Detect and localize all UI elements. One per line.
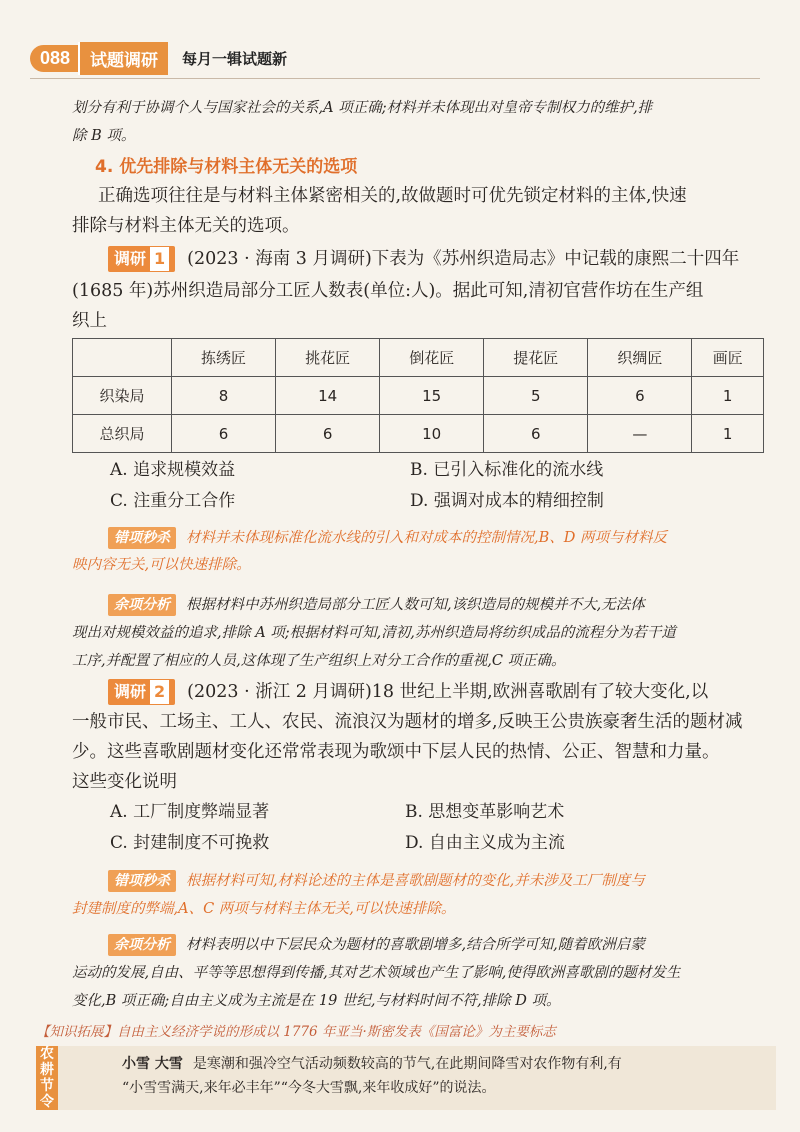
table-header-cell: 提花匠 (484, 339, 588, 377)
wrong-option-tag: 错项秒杀 (108, 870, 176, 892)
table-cell: 6 (172, 415, 276, 453)
option-a: A. 追求规模效益 (110, 460, 236, 480)
table-row (73, 415, 764, 453)
table-cell: 14 (276, 377, 380, 415)
table-cell: 织染局 (73, 377, 172, 415)
knowledge-note: 【知识拓展】自由主义经济学说的形成以 1776 年亚当·斯密发表《国富论》为主要标志 (36, 1024, 556, 1040)
q2-rest-text-1: 材料表明以中下层民众为题材的喜歌剧增多,结合所学可知,随着欧洲启蒙 (186, 937, 645, 953)
section-label: 试题调研 (78, 42, 168, 75)
question-1-text-1: (2023 · 海南 3 月调研)下表为《苏州织造局志》中记载的康熙二十四年 (187, 249, 740, 269)
q2-wrong-analysis-2: 封建制度的弊端,A、C 两项与材料主体无关,可以快速排除。 (72, 901, 456, 917)
option-a: A. 工厂制度弊端显著 (110, 802, 270, 822)
q1-rest-text-1: 根据材料中苏州织造局部分工匠人数可知,该织造局的规模并不大,无法体 (186, 597, 645, 613)
question-2-text-1: (2023 · 浙江 2 月调研)18 世纪上半期,欧洲喜歌剧有了较大变化,以 (187, 682, 709, 702)
table-header-cell: 画匠 (692, 339, 764, 377)
q1-rest-analysis-1 (108, 590, 645, 620)
section-text-2: 排除与材料主体无关的选项。 (72, 216, 300, 236)
wrong-option-tag: 错项秒杀 (108, 527, 176, 549)
q2-wrong-analysis-1 (108, 866, 645, 896)
q1-wrong-text-1: 材料并未体现标准化流水线的引入和对成本的控制情况,B、D 两项与材料反 (186, 530, 667, 546)
question-1-stem-2: (1685 年)苏州织造局部分工匠人数表(单位:人)。据此可知,清初官营作坊在生产组 (72, 281, 704, 301)
rest-option-tag: 余项分析 (108, 594, 176, 616)
option-b: B. 已引入标准化的流水线 (410, 460, 604, 480)
intro-line-1: 划分有利于协调个人与国家社会的关系,A 项正确;材料并未体现出对皇帝专制权力的维护,排 (72, 100, 653, 116)
question-2-stem-1 (108, 677, 708, 707)
table-header-cell (73, 339, 172, 377)
page-header (30, 42, 287, 74)
footer-side-label: 农耕节令 (36, 1046, 58, 1110)
q1-rest-analysis-2: 现出对规模效益的追求,排除 A 项;根据材料可知,清初,苏州织造局将纺织成品的流程分为若干道 (72, 625, 676, 641)
q2-rest-analysis-1 (108, 930, 645, 960)
table-cell: 6 (276, 415, 380, 453)
table-cell: 15 (380, 377, 484, 415)
footer-text (122, 1052, 762, 1100)
option-c: C. 封建制度不可挽救 (110, 833, 270, 853)
section-heading: 4. 优先排除与材料主体无关的选项 (95, 157, 358, 177)
option-d: D. 强调对成本的精细控制 (410, 491, 604, 511)
table-header-cell: 织绸匠 (588, 339, 692, 377)
header-tagline: 每月一辑试题新 (182, 49, 288, 68)
rest-option-tag: 余项分析 (108, 934, 176, 956)
table-cell: 6 (588, 377, 692, 415)
table-cell: 总织局 (73, 415, 172, 453)
q2-rest-analysis-2: 运动的发展,自由、平等等思想得到传播,其对艺术领域也产生了影响,使得欧洲喜歌剧的题材发生 (72, 965, 681, 981)
q1-rest-analysis-3: 工序,并配置了相应的人员,这体现了生产组织上对分工合作的重视,C 项正确。 (72, 653, 566, 669)
table-header-cell: 拣绣匠 (172, 339, 276, 377)
table-header-cell: 挑花匠 (276, 339, 380, 377)
table-header-row (73, 339, 764, 377)
intro-line-2: 除 B 项。 (72, 128, 136, 144)
q1-wrong-analysis-2: 映内容无关,可以快速排除。 (72, 557, 251, 573)
table-cell: 1 (692, 377, 764, 415)
question-2-stem-2: 一般市民、工场主、工人、农民、流浪汉为题材的增多,反映王公贵族豪奢生活的题材减 (72, 712, 743, 732)
artisan-table (72, 338, 764, 453)
question-1-stem-1 (108, 244, 739, 274)
table-cell: — (588, 415, 692, 453)
q2-rest-analysis-3: 变化,B 项正确;自由主义成为主流是在 19 世纪,与材料时间不符,排除 D 项。 (72, 993, 561, 1009)
section-text-1: 正确选项往往是与材料主体紧密相关的,故做题时可优先锁定材料的主体,快速 (98, 186, 687, 206)
option-d: D. 自由主义成为主流 (405, 833, 565, 853)
question-2-stem-4: 这些变化说明 (72, 772, 177, 792)
table-cell: 5 (484, 377, 588, 415)
table-cell: 10 (380, 415, 484, 453)
question-2-stem-3: 少。这些喜歌剧题材变化还常常表现为歌颂中下层人民的热情、公正、智慧和力量。 (72, 742, 720, 762)
table-cell: 8 (172, 377, 276, 415)
option-c: C. 注重分工合作 (110, 491, 236, 511)
table-row (73, 377, 764, 415)
footer-box (36, 1046, 776, 1110)
page-number: 088 (30, 45, 78, 72)
option-b: B. 思想变革影响艺术 (405, 802, 565, 822)
q2-wrong-text-1: 根据材料可知,材料论述的主体是喜歌剧题材的变化,并未涉及工厂制度与 (186, 873, 645, 889)
table-header-cell: 倒花匠 (380, 339, 484, 377)
table-cell: 6 (484, 415, 588, 453)
table-cell: 1 (692, 415, 764, 453)
footer-title: 小雪 大雪 (122, 1056, 183, 1072)
question-1-stem-3: 织上 (72, 311, 107, 331)
footer-line-2: “小雪雪满天,来年必丰年”“今冬大雪飘,来年收成好”的说法。 (122, 1080, 496, 1096)
question-2-badge: 调研 2 (108, 679, 175, 705)
question-1-badge: 调研 1 (108, 246, 175, 272)
header-divider (30, 78, 760, 79)
q1-wrong-analysis-1 (108, 523, 667, 553)
footer-line-1: 是寒潮和强冷空气活动频数较高的节气,在此期间降雪对农作物有利,有 (192, 1056, 622, 1072)
